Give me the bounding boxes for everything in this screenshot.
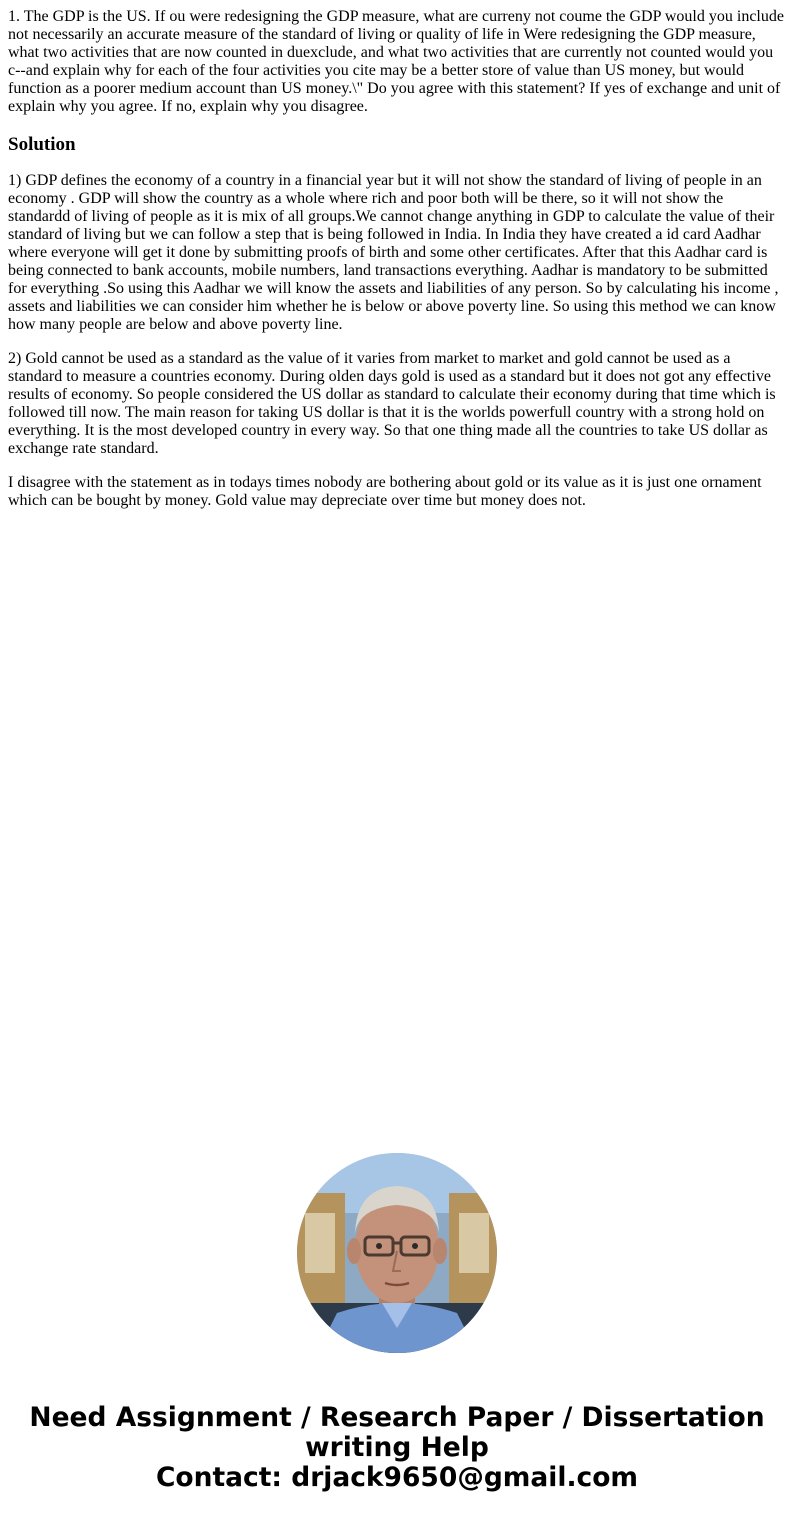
person-portrait-icon — [297, 1153, 497, 1353]
answer-paragraph-3: I disagree with the statement as in todays times nobody are bothering about gold or its value as it is just one ornament which can be bought by money. Gold value may depreciate over time but money does not. — [8, 474, 762, 509]
answer-paragraph-1: 1) GDP defines the economy of a country in a financial year but it will not show the standard of living of people in an economy . GDP will show the country as a whole where rich and poor both will be there, so it will not show the standardd of living of people as it is mix of all groups.We cannot change anything in GDP to calculate the value of their standard of living but we can follow a step that is being followed in India. In India they have created a id card Aadhar where everyone will get it done by submitting proofs of birth and some other certificates. After that this Aadhar card is being connected to bank accounts, mobile numbers, land transactions everything. Aadhar is mandatory to be submitted for everything .So using this Aadhar we will know the assets and liabilities of any person. So by calculating his income , assets and liabilities we can consider him whether he is below or above poverty line. So using this method we can know how many people are below and above poverty line. — [8, 172, 779, 333]
footer-line-1: Need Assignment / Research Paper / Dissertation — [29, 1402, 765, 1433]
solution-heading: Solution — [8, 134, 76, 155]
footer-contact: Contact: drjack9650@gmail.com — [155, 1462, 639, 1493]
question-text: 1. The GDP is the US. If ou were redesigning the GDP measure, what are curreny not coume the GDP would you include not necessarily an accurate measure of the standard of living or quality of life in Were redesigning the GDP measure, what two activities that are now counted in duexclude, and what two activities that are currently not counted would you c--and explain why for each of the four activities you cite may be a better store of value than US money, but would function as a poorer medium account than US money.\" Do you agree with this statement? If yes of exchange and unit of explain why you agree. If no, explain why you disagree. — [8, 8, 784, 115]
author-avatar — [297, 1153, 497, 1353]
answer-paragraph-2: 2) Gold cannot be used as a standard as the value of it varies from market to market and gold cannot be used as a standard to measure a countries economy. During olden days gold is used as a standard but it does not got any effective results of economy. So people considered the US dollar as standard to calculate their economy during that time which is followed till now. The main reason for taking US dollar is that it is the worlds powerfull country with a strong hold on everything. It is the most developed country in every way. So that one thing made all the countries to take US dollar as exchange rate standard. — [8, 350, 776, 457]
document-body — [8, 8, 786, 526]
contact-footer — [0, 1403, 794, 1493]
footer-line-2: writing Help — [305, 1432, 489, 1463]
